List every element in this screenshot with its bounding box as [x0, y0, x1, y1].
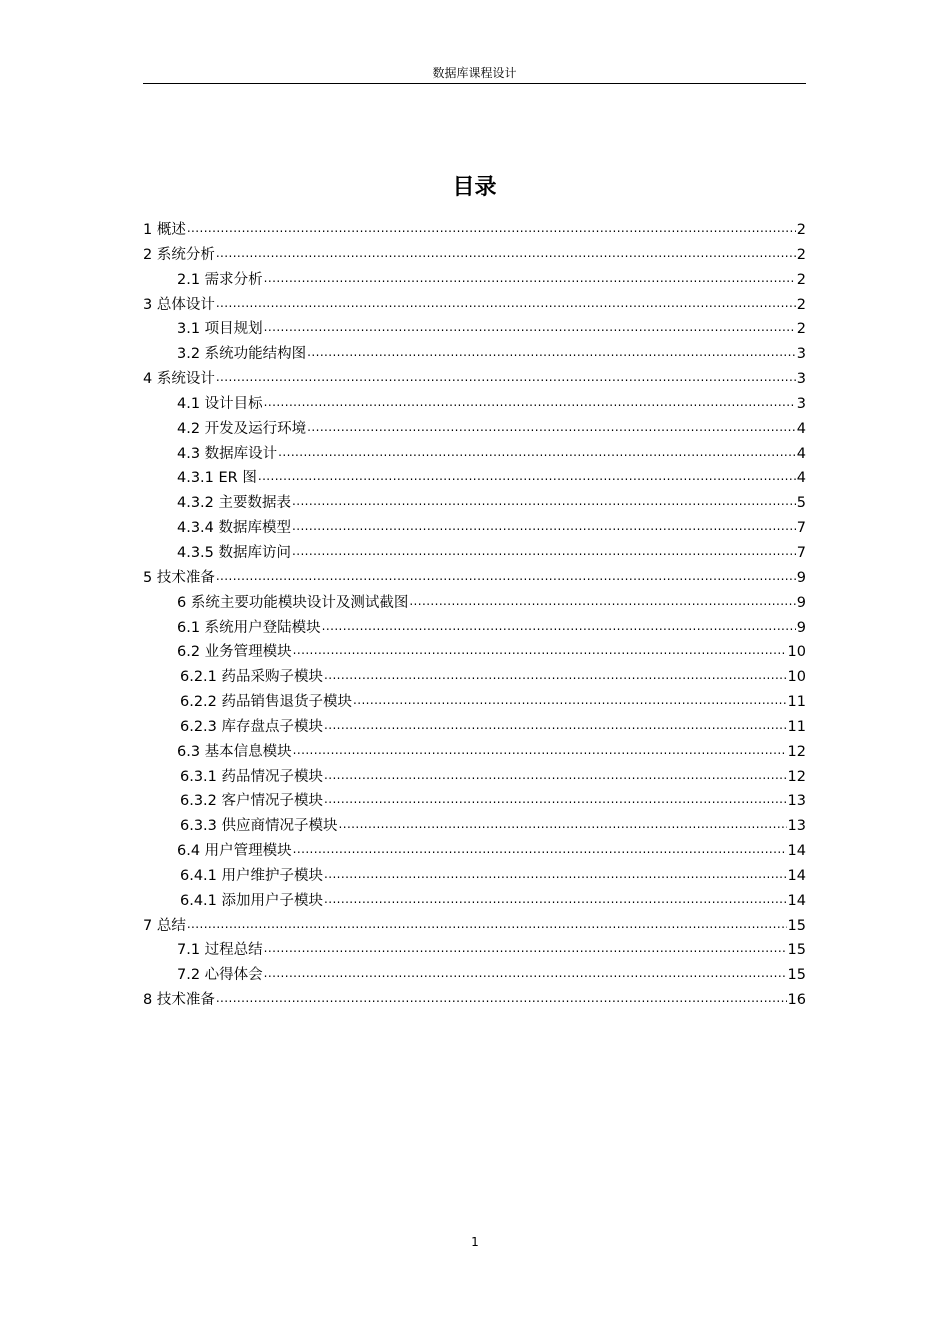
toc-entry-page: 10 [787, 669, 806, 686]
toc-entry[interactable] [143, 464, 806, 489]
toc-dot-leader [292, 489, 796, 507]
toc-entry[interactable] [143, 291, 806, 316]
toc-entry-page: 5 [796, 495, 806, 512]
toc-title: 目录 [452, 175, 497, 200]
toc-entry[interactable] [143, 614, 806, 639]
toc-entry-label: 6 系统主要功能模块设计及测试截图 [177, 594, 409, 611]
toc-dot-leader [324, 787, 787, 805]
toc-entry-label: 7.1 过程总结 [177, 942, 263, 959]
toc-dot-leader [324, 862, 787, 880]
toc-entry-page: 2 [796, 246, 806, 263]
toc-entry-label: 6.4.1 添加用户子模块 [180, 892, 324, 909]
toc-entry[interactable] [143, 390, 806, 415]
toc-dot-leader [216, 365, 796, 383]
toc-dot-leader [216, 241, 796, 259]
toc-entry-page: 11 [787, 694, 806, 711]
toc-dot-leader [293, 837, 787, 855]
toc-entry-page: 14 [787, 892, 806, 909]
toc-dot-leader [216, 986, 787, 1004]
toc-entry-page: 14 [787, 843, 806, 860]
toc-entry-page: 12 [787, 743, 806, 760]
toc-dot-leader [293, 638, 787, 656]
toc-dot-leader [322, 614, 796, 632]
toc-dot-leader [264, 936, 787, 954]
toc-entry-label: 3.2 系统功能结构图 [177, 346, 307, 363]
toc-entry[interactable] [143, 787, 806, 812]
toc-entry-label: 6.3.2 客户情况子模块 [180, 793, 324, 810]
toc-entry-label: 5 技术准备 [143, 569, 215, 586]
toc-entry[interactable] [143, 713, 806, 738]
toc-dot-leader [264, 961, 787, 979]
toc-entry-label: 4.1 设计目标 [177, 395, 263, 412]
toc-entry[interactable] [143, 638, 806, 663]
toc-entry-label: 6.3.1 药品情况子模块 [180, 768, 324, 785]
toc-entry-label: 6.2 业务管理模块 [177, 644, 292, 661]
toc-entry-label: 4.3.1 ER 图 [177, 470, 257, 487]
toc-entry[interactable] [143, 688, 806, 713]
toc-dot-leader [264, 390, 796, 408]
toc-entry[interactable] [143, 415, 806, 440]
toc-entry-page: 12 [787, 768, 806, 785]
toc-dot-leader [324, 763, 787, 781]
toc-entry-page: 13 [787, 818, 806, 835]
toc-dot-leader [216, 291, 796, 309]
toc-dot-leader [264, 315, 796, 333]
toc-entry-page: 2 [796, 271, 806, 288]
toc-entry-label: 7 总结 [143, 917, 186, 934]
toc-entry-page: 3 [796, 371, 806, 388]
toc-entry-page: 7 [796, 544, 806, 561]
toc-dot-leader [258, 464, 796, 482]
toc-entry[interactable] [143, 837, 806, 862]
toc-dot-leader [292, 514, 796, 532]
toc-dot-leader [216, 564, 796, 582]
toc-entry-page: 9 [796, 569, 806, 586]
toc-entry-label: 3 总体设计 [143, 296, 215, 313]
toc-entry-page: 2 [796, 296, 806, 313]
toc-dot-leader [187, 912, 787, 930]
toc-entry-page: 2 [796, 222, 806, 238]
toc-dot-leader [409, 589, 795, 607]
toc-dot-leader [264, 266, 796, 284]
toc-entry-page: 4 [796, 470, 806, 487]
toc-entry[interactable] [143, 216, 806, 241]
page-number: 1 [471, 1235, 479, 1249]
toc-entry-page: 9 [796, 594, 806, 611]
toc-entry-page: 7 [796, 520, 806, 537]
toc-entry-label: 3.1 项目规划 [177, 321, 263, 338]
toc-entry[interactable] [143, 241, 806, 266]
toc-dot-leader [324, 713, 787, 731]
toc-dot-leader [293, 738, 787, 756]
toc-entry-page: 9 [796, 619, 806, 636]
toc-dot-leader [339, 812, 787, 830]
toc-dot-leader [292, 539, 796, 557]
toc-entry-label: 7.2 心得体会 [177, 967, 263, 984]
toc-entry[interactable] [143, 738, 806, 763]
toc-entry[interactable] [143, 812, 806, 837]
page-header: 数据库课程设计 [143, 64, 806, 84]
toc-dot-leader [307, 340, 796, 358]
toc-entry-label: 6.2.3 库存盘点子模块 [180, 718, 324, 735]
toc-entry[interactable] [143, 589, 806, 614]
toc-entry[interactable] [143, 862, 806, 887]
toc-entry-label: 4.3.2 主要数据表 [177, 495, 292, 512]
toc-entry[interactable] [143, 340, 806, 365]
toc-entry-page: 10 [787, 644, 806, 661]
toc-entry-page: 3 [796, 395, 806, 412]
toc-entry-page: 15 [787, 917, 806, 934]
toc-entry-label: 8 技术准备 [143, 992, 215, 1009]
toc-entry[interactable] [143, 315, 806, 340]
toc-entry-page: 13 [787, 793, 806, 810]
toc-dot-leader [324, 663, 787, 681]
toc-entry-page: 15 [787, 942, 806, 959]
toc-entry[interactable] [143, 266, 806, 291]
toc-entry-page: 4 [796, 420, 806, 437]
toc-entry[interactable] [143, 887, 806, 912]
toc-entry-page: 16 [787, 992, 806, 1009]
toc-entry[interactable] [143, 936, 806, 961]
toc-entry-label: 6.2.1 药品采购子模块 [180, 669, 324, 686]
toc-entry-label: 2.1 需求分析 [177, 271, 263, 288]
toc-entry-label: 6.1 系统用户登陆模块 [177, 619, 321, 636]
toc-entry-label: 4.3.4 数据库模型 [177, 520, 292, 537]
toc-entry-label: 6.2.2 药品销售退货子模块 [180, 694, 353, 711]
toc-dot-leader [278, 440, 796, 458]
toc-entry[interactable] [143, 912, 806, 937]
toc-entry-label: 4.3.5 数据库访问 [177, 544, 292, 561]
toc-dot-leader [187, 216, 796, 234]
toc-entry-label: 6.3 基本信息模块 [177, 743, 292, 760]
toc-entry-page: 3 [796, 346, 806, 363]
toc-entry[interactable] [143, 365, 806, 390]
toc-entry-page: 11 [787, 718, 806, 735]
toc-entry[interactable] [143, 763, 806, 788]
toc-entry[interactable] [143, 539, 806, 564]
toc-entry[interactable] [143, 514, 806, 539]
toc-entry-label: 4.3 数据库设计 [177, 445, 278, 462]
toc-entry[interactable] [143, 986, 806, 1011]
toc-entry-label: 4 系统设计 [143, 371, 215, 388]
toc-entry[interactable] [143, 489, 806, 514]
toc-entry-page: 14 [787, 867, 806, 884]
toc-entry-label: 6.3.3 供应商情况子模块 [180, 818, 338, 835]
toc-entry-page: 2 [796, 321, 806, 338]
toc-entry-label: 4.2 开发及运行环境 [177, 420, 307, 437]
toc-entry[interactable] [143, 564, 806, 589]
toc-entry[interactable] [143, 440, 806, 465]
toc-entry-label: 6.4 用户管理模块 [177, 843, 292, 860]
toc-entry[interactable] [143, 961, 806, 986]
toc-entry-page: 4 [796, 445, 806, 462]
toc-entry-label: 6.4.1 用户维护子模块 [180, 867, 324, 884]
table-of-contents [143, 216, 806, 1011]
toc-dot-leader [324, 887, 787, 905]
toc-entry-label: 2 系统分析 [143, 246, 215, 263]
toc-dot-leader [353, 688, 787, 706]
toc-entry[interactable] [143, 663, 806, 688]
toc-entry-page: 15 [787, 967, 806, 984]
toc-entry-label: 1 概述 [143, 222, 186, 238]
toc-dot-leader [307, 415, 796, 433]
